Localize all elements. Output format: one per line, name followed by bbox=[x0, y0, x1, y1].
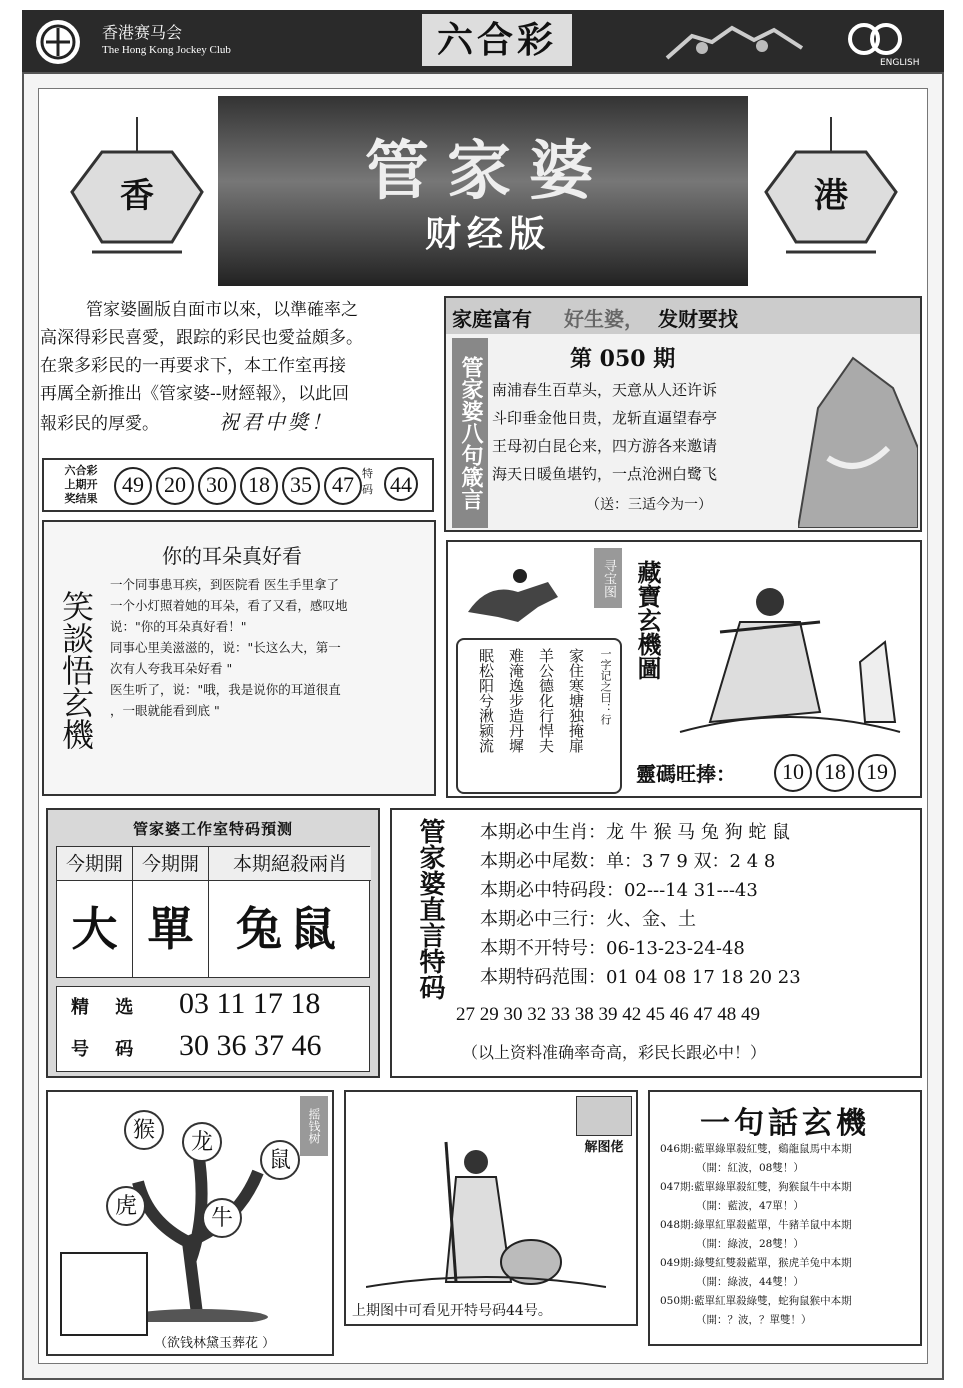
joke-title: 你的耳朵真好看 bbox=[162, 544, 302, 568]
sage-illustration-icon bbox=[366, 1122, 606, 1292]
joke-line: 说："你的耳朵真好看！" bbox=[110, 619, 247, 634]
direct-line: 本期特码范围：01 04 08 17 18 20 23 bbox=[480, 967, 801, 988]
blank-answer-box bbox=[60, 1252, 148, 1336]
poem-line: 海天日暖鱼堪钓，一点沧洲白鹭飞 bbox=[492, 465, 718, 483]
direct-lines bbox=[480, 818, 801, 992]
direct-section bbox=[390, 808, 922, 1078]
poem-lines bbox=[492, 376, 717, 488]
tree-animal: 牛 bbox=[202, 1198, 242, 1238]
special-label: 特码 bbox=[362, 467, 373, 496]
banner-main-title: 管家婆 bbox=[365, 134, 611, 209]
joke-line: 一个小灯照着她的耳朵，看了又看，感叹地 bbox=[110, 598, 348, 613]
result-ball: 18 bbox=[240, 467, 278, 505]
tree-animal: 鼠 bbox=[260, 1140, 300, 1180]
poem-header-mid: 好生婆， bbox=[564, 307, 644, 331]
poem-line: 王母初白昆仑来，四方游各来邀请 bbox=[492, 437, 718, 455]
joke-side-label: 笑談悟玄機 bbox=[57, 590, 95, 750]
studio-val3: 兔鼠 bbox=[236, 902, 344, 956]
results-label-line: 上期开 bbox=[64, 478, 98, 491]
treasure-title: 藏寶玄機圖 bbox=[633, 560, 662, 680]
code-ball: 19 bbox=[858, 754, 896, 792]
oneline-section bbox=[648, 1090, 922, 1346]
oneline-entry-a: 047期:藍單綠單殺紅雙，狗猴鼠牛中本期 bbox=[660, 1181, 852, 1193]
tree-tag: 摇钱树 bbox=[300, 1096, 328, 1156]
flute-lady-illustration-icon bbox=[670, 572, 910, 742]
result-numbers bbox=[114, 467, 366, 505]
direct-line: 本期必中尾数：单：3 7 9 双：2 4 8 bbox=[480, 851, 776, 872]
joke-line: 同事心里美滋滋的，说："长这么大，第一 bbox=[110, 640, 341, 655]
direct-line: 本期必中三行：火、金、土 bbox=[480, 909, 696, 930]
studio-section bbox=[46, 808, 380, 1078]
intro-line bbox=[40, 408, 440, 438]
tree-animal: 龙 bbox=[182, 1122, 222, 1162]
pick-row-1: 03 11 17 18 bbox=[179, 987, 321, 1020]
direct-note: （以上资料准确率奇高，彩民长跟必中！） bbox=[462, 1043, 767, 1062]
joke-line: ，一眼就能看到底 " bbox=[110, 703, 220, 718]
banner-left-char: 香 bbox=[120, 176, 154, 216]
joke-section bbox=[42, 520, 436, 796]
studio-val2: 單 bbox=[133, 881, 209, 977]
pick-label-1: 精 选 bbox=[71, 997, 144, 1018]
poem-line: 南浦春生百草头，天意从人还许诉 bbox=[492, 381, 718, 399]
pick-row-2: 30 36 37 46 bbox=[179, 1029, 322, 1062]
header-title: 六合彩 bbox=[422, 14, 572, 66]
pick-numbers bbox=[56, 986, 370, 1072]
result-ball: 47 bbox=[324, 467, 362, 505]
intro-line-last: 報彩民的厚愛。 bbox=[40, 414, 159, 434]
poem-line: 斗印垂金他日贵，龙斩直逼望春亭 bbox=[492, 409, 718, 427]
blessing-text: 祝君中獎！ bbox=[219, 410, 334, 434]
money-tree-section bbox=[46, 1090, 334, 1356]
intro-line: 再厲全新推出《管家婆--财經報》，以此回 bbox=[40, 384, 349, 404]
picture-section bbox=[344, 1090, 638, 1326]
page-header bbox=[22, 10, 944, 72]
banner-subtitle: 财经版 bbox=[424, 213, 551, 255]
poem-note: （送：三适今为一） bbox=[586, 497, 712, 513]
joke-line: 医生听了，说："哦，我是说你的耳道很直 bbox=[110, 682, 341, 697]
direct-range-cont: 27 29 30 32 33 38 39 42 45 46 47 48 49 bbox=[456, 1004, 760, 1025]
studio-title: 管家婆工作室特码預测 bbox=[132, 820, 293, 838]
hkjc-logo-icon bbox=[36, 20, 80, 64]
scroll-col: 眠松阳兮湫颍流 bbox=[477, 648, 495, 753]
oneline-entry-b: （開：紅波，08雙！） bbox=[696, 1162, 804, 1174]
studio-col3-head: 本期絕殺兩肖 bbox=[209, 847, 371, 881]
pick-label-2: 号 码 bbox=[71, 1039, 144, 1060]
poem-side-label: 管家婆八句箴言 bbox=[452, 338, 488, 528]
tree-animal: 虎 bbox=[106, 1186, 146, 1226]
org-name-cn: 香港赛马会 bbox=[102, 23, 183, 42]
picture-caption: 上期图中可看见开特号码44号。 bbox=[352, 1303, 552, 1319]
direct-line: 本期必中生肖：龙 牛 猴 马 兔 狗 蛇 鼠 bbox=[480, 822, 791, 843]
results-label-line: 六合彩 bbox=[64, 464, 98, 477]
oneline-entry-b: （開：綠波，28雙！） bbox=[696, 1238, 804, 1250]
results-label-line: 奖结果 bbox=[64, 492, 98, 505]
code-ball: 10 bbox=[774, 754, 812, 792]
poem-scroll bbox=[456, 638, 622, 794]
code-ball: 18 bbox=[816, 754, 854, 792]
special-ball: 44 bbox=[384, 467, 418, 501]
last-results bbox=[42, 458, 434, 512]
oneline-entry-b: （開：藍波，47單！） bbox=[696, 1200, 804, 1212]
intro-line: 管家婆圖版自面市以來，以準確率之 bbox=[86, 300, 358, 320]
poem-section bbox=[444, 296, 922, 532]
code-label: 靈碼旺捧： bbox=[636, 762, 736, 786]
mountain-illustration-icon bbox=[798, 338, 918, 528]
english-link[interactable]: ENGLISH bbox=[880, 58, 920, 68]
result-ball: 35 bbox=[282, 467, 320, 505]
intro-line: 高深得彩民喜愛，跟踪的彩民也愛益頗多。 bbox=[40, 328, 363, 348]
oneline-entry-b: （開：綠波，44雙！） bbox=[696, 1276, 804, 1288]
scroll-col: 难淹逸步造丹墀 bbox=[507, 648, 525, 753]
scroll-col: 羊公德化行悍夫 bbox=[537, 648, 555, 753]
oneline-title: 一句話玄機 bbox=[700, 1106, 870, 1141]
code-balls bbox=[774, 754, 900, 792]
banner bbox=[48, 96, 918, 286]
rings-logo-icon bbox=[840, 22, 910, 56]
oneline-entry-a: 050期:藍單紅單殺綠雙，蛇狗鼠猴中本期 bbox=[660, 1295, 852, 1307]
joke-line: 一个同事患耳疾，到医院看 医生手里拿了 bbox=[110, 577, 339, 592]
oneline-entry-a: 046期:藍單綠單殺紅雙，鷄龍鼠馬中本期 bbox=[660, 1143, 852, 1155]
direct-side-label: 管家婆直言特码 bbox=[415, 818, 445, 1000]
oneline-entries bbox=[660, 1140, 852, 1330]
oneline-entry-a: 049期:綠雙紅雙殺藍單，猴虎羊兔中本期 bbox=[660, 1257, 852, 1269]
oneline-entry-b: （開：？波，？單雙！） bbox=[696, 1314, 812, 1326]
direct-line: 本期必中特码段：02---14 31---43 bbox=[480, 880, 758, 901]
poem-header-right: 发财要找 bbox=[658, 307, 738, 331]
joke-line: 次有人夸我耳朵好看 " bbox=[110, 661, 233, 676]
treasure-section bbox=[446, 540, 922, 798]
poem-header-left: 家庭富有 bbox=[452, 307, 532, 331]
studio-col2-head: 今期開 bbox=[133, 847, 209, 881]
studio-col1-head: 今期開 bbox=[57, 847, 133, 881]
result-ball: 30 bbox=[198, 467, 236, 505]
poem-issue: 第 050 期 bbox=[570, 346, 676, 372]
banner-right-char: 港 bbox=[814, 176, 848, 216]
horse-rider-icon bbox=[458, 562, 578, 632]
intro-section bbox=[40, 296, 440, 456]
oneline-entry-a: 048期:綠單紅單殺藍單，牛豬羊鼠中本期 bbox=[660, 1219, 852, 1231]
tree-animal: 猴 bbox=[124, 1110, 164, 1150]
tree-caption: （欲钱林黛玉葬花 ） bbox=[154, 1336, 276, 1351]
results-label bbox=[50, 464, 112, 506]
horse-racing-icon bbox=[662, 18, 812, 66]
joke-body bbox=[110, 574, 348, 721]
treasure-tag: 寻宝图 bbox=[594, 548, 622, 608]
intro-line: 在衆多彩民的一再要求下，本工作室再接 bbox=[40, 356, 346, 376]
org-name-en: The Hong Kong Jockey Club bbox=[102, 44, 231, 56]
scroll-col: 一字记之曰：行 bbox=[599, 648, 612, 725]
result-ball: 20 bbox=[156, 467, 194, 505]
direct-line: 本期不开特号：06-13-23-24-48 bbox=[480, 938, 745, 959]
result-ball: 49 bbox=[114, 467, 152, 505]
picture-tag: 解图佬 bbox=[584, 1140, 624, 1155]
scroll-col: 家住寒塘独掩扉 bbox=[567, 648, 585, 753]
studio-val1: 大 bbox=[57, 881, 133, 977]
studio-grid bbox=[56, 846, 370, 978]
